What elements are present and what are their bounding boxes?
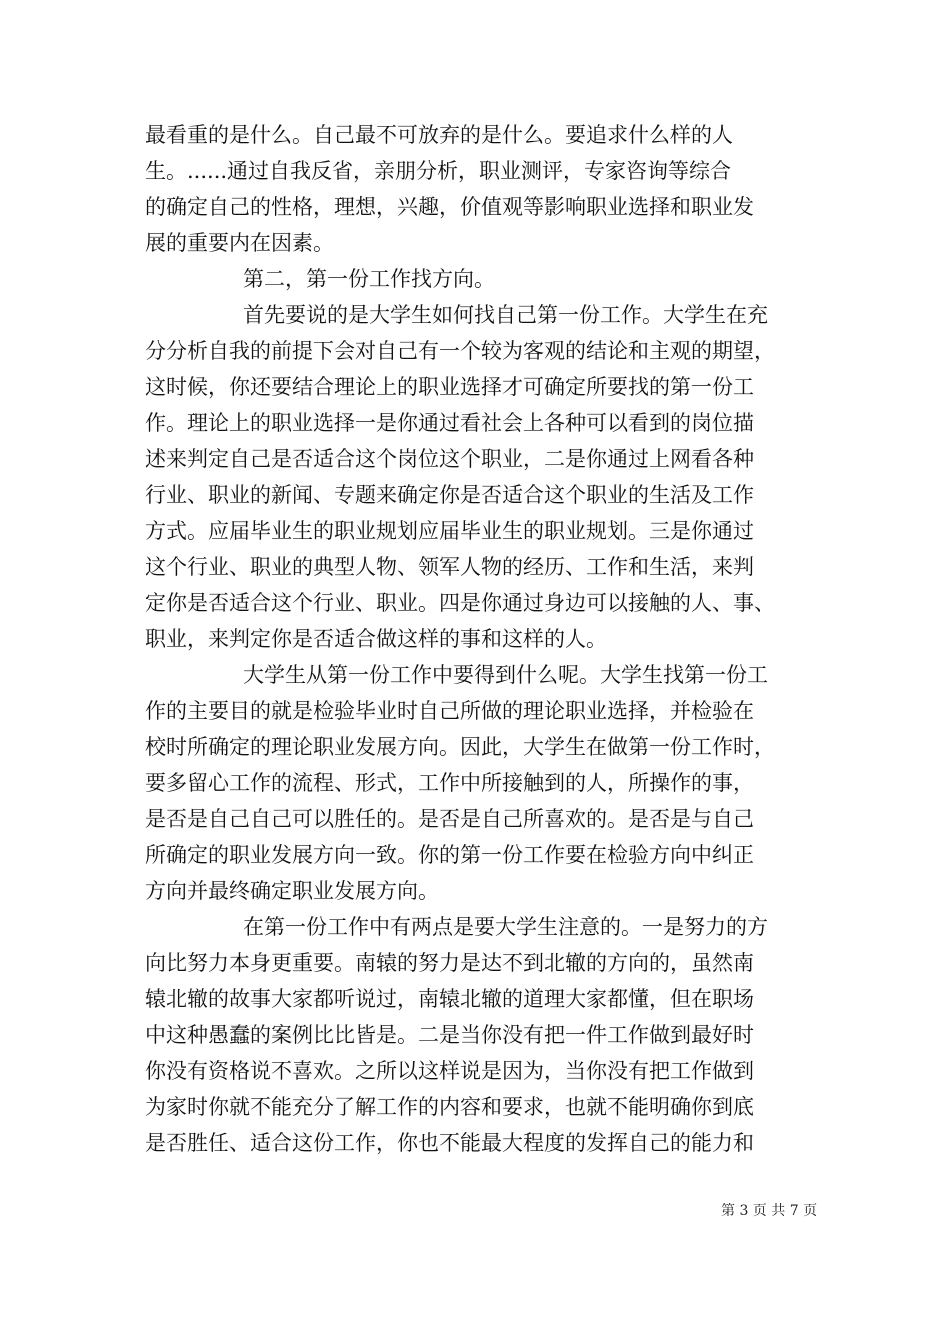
text-line: 要多留心工作的流程、形式，工作中所接触到的人，所操作的事，: [145, 771, 754, 795]
text-line: 职业，来判定你是否适合做这样的事和这样的人。: [145, 627, 607, 651]
text-line: 是否胜任、适合这份工作，你也不能最大程度的发挥自己的能力和: [145, 1131, 754, 1155]
text-line: 述来判定自己是否适合这个岗位这个职业，二是你通过上网看各种: [145, 447, 754, 471]
text-line: 最看重的是什么。自己最不可放弃的是什么。要追求什么样的人: [145, 123, 733, 147]
text-line: 校时所确定的理论职业发展方向。因此，大学生在做第一份工作时，: [145, 735, 775, 759]
page-number-footer: 第 3 页 共 7 页: [721, 1203, 818, 1219]
document-body: [145, 117, 835, 1161]
text-line: 你没有资格说不喜欢。之所以这样说是因为，当你没有把工作做到: [145, 1059, 754, 1083]
text-line: 分分析自我的前提下会对自己有一个较为客观的结论和主观的期望，: [145, 339, 775, 363]
text-line: 这个行业、职业的典型人物、领军人物的经历、工作和生活，来判: [145, 555, 754, 579]
text-line: 在第一份工作中有两点是要大学生注意的。一是努力的方: [243, 915, 768, 939]
text-line: 行业、职业的新闻、专题来确定你是否适合这个职业的生活及工作: [145, 483, 754, 507]
text-line: 展的重要内在因素。: [145, 231, 334, 255]
text-line: 作。理论上的职业选择一是你通过看社会上各种可以看到的岗位描: [145, 411, 754, 435]
text-line: 所确定的职业发展方向一致。你的第一份工作要在检验方向中纠正: [145, 843, 754, 867]
text-line: 是否是自己自己可以胜任的。是否是自己所喜欢的。是否是与自己: [145, 807, 754, 831]
text-line: 定你是否适合这个行业、职业。四是你通过身边可以接触的人、事、: [145, 591, 775, 615]
section-heading: [145, 261, 835, 297]
text-line: 第二，第一份工作找方向。: [243, 267, 495, 291]
paragraph: [145, 297, 835, 657]
text-line: 辕北辙的故事大家都听说过，南辕北辙的道理大家都懂，但在职场: [145, 987, 754, 1011]
text-line: 方向并最终确定职业发展方向。: [145, 879, 439, 903]
text-line: 作的主要目的就是检验毕业时自己所做的理论职业选择，并检验在: [145, 699, 754, 723]
text-line: 的确定自己的性格，理想，兴趣，价值观等影响职业选择和职业发: [145, 195, 754, 219]
text-line: 首先要说的是大学生如何找自己第一份工作。大学生在充: [243, 303, 768, 327]
text-line: 大学生从第一份工作中要得到什么呢。大学生找第一份工: [243, 663, 768, 687]
paragraph: [145, 117, 835, 261]
text-line: 向比努力本身更重要。南辕的努力是达不到北辙的方向的，虽然南: [145, 951, 754, 975]
text-line: 中这种愚蠢的案例比比皆是。二是当你没有把一件工作做到最好时: [145, 1023, 754, 1047]
text-line: 这时候，你还要结合理论上的职业选择才可确定所要找的第一份工: [145, 375, 754, 399]
text-line: 生。......通过自我反省，亲朋分析，职业测评，专家咨询等综合: [145, 159, 732, 183]
paragraph: [145, 657, 835, 909]
text-line: 方式。应届毕业生的职业规划应届毕业生的职业规划。三是你通过: [145, 519, 754, 543]
text-line: 为家时你就不能充分了解工作的内容和要求，也就不能明确你到底: [145, 1095, 754, 1119]
paragraph: [145, 909, 835, 1161]
